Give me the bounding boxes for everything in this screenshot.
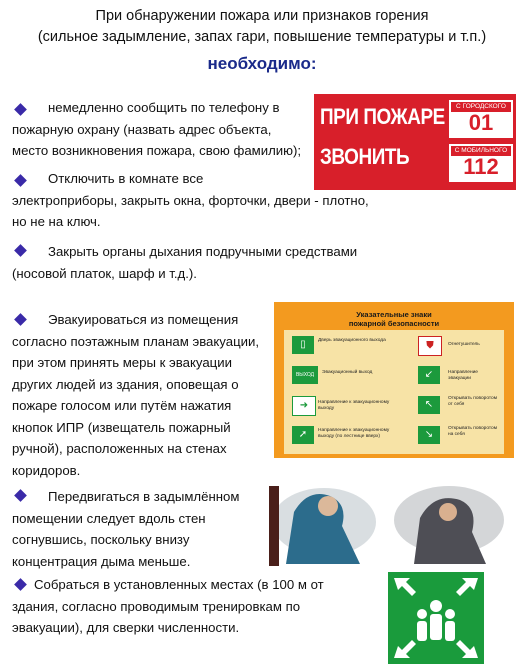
header-line-1: При обнаружении пожара или признаков горения	[95, 8, 429, 24]
list-item: немедленно сообщить по телефону в пожарную охрану (назвать адрес объекта, место возникновения пожара, свою фамилию);	[12, 100, 302, 158]
list-item: Передвигаться в задымлённом помещении следует вдоль стен согнувшись, поскольку внизу концентрация дыма меньше.	[12, 489, 240, 569]
list-item: Отключить в комнате все электроприборы, закрыть окна, форточки, двери - плотно, но не на ключ.	[12, 171, 369, 229]
arrow-icon: ↖	[418, 396, 440, 414]
arrow-icon: ↘	[418, 426, 440, 444]
mobile-number-box: С МОБИЛЬНОГО 112	[449, 144, 513, 182]
exit-sign-icon: ВЫХОД	[292, 366, 318, 384]
call-sign-text-1: ПРИ ПОЖАРЕ	[320, 104, 445, 129]
mobile-number: 112	[463, 154, 499, 179]
running-man-icon: ➜	[292, 396, 316, 416]
arrow-icon: ↙	[418, 366, 440, 384]
header-line-3: необходимо:	[207, 54, 317, 73]
list-item: Собраться в установленных местах (в 100 м от здания, согласно проводимым тренировкам по эвакуации), для сверки численности.	[12, 577, 324, 635]
crouching-figures-icon	[264, 482, 516, 570]
stairs-up-icon: ➚	[292, 426, 314, 444]
assembly-point-icon	[388, 572, 484, 664]
assembly-point-sign	[388, 572, 484, 664]
list-item: Закрыть органы дыхания подручными средствами (носовой платок, шарф и т.д.).	[12, 244, 358, 281]
header-line-2: (сильное задымление, запах гари, повышение температуры и т.п.)	[37, 29, 487, 45]
fire-extinguisher-icon: ⛊	[418, 336, 442, 356]
list-item: Эвакуироваться из помещения согласно поэтажным планам эвакуации, при этом принять меры к эвакуации других людей из здания, оповещая о пожаре голосом или путём нажатия кнопок ИПР (извещатель пожарный ручной), расположенных на стенах коридоров.	[12, 312, 260, 478]
city-number: 01	[468, 110, 494, 135]
city-number-box: С ГОРОДСКОГО 01	[449, 100, 513, 138]
signs-panel: ▯ Дверь эвакуационного выхода ВЫХОД Эвакуационный выход ➜ Направление к эвакуационному выходу ➚ Направление к эвакуационному выходу (по лестнице вверх) ⛊ Огнетушитель ↙ Направление эвакуации ↖ Открывать поворотом от себя ↘ Открывать поворотом на себя	[284, 330, 504, 454]
board-title-2: пожарной безопасности	[348, 319, 440, 328]
fire-safety-signs-board	[274, 302, 514, 458]
evacuation-door-icon: ▯	[292, 336, 314, 354]
fire-call-sign	[314, 94, 516, 190]
call-sign-text-2: ЗВОНИТЬ	[320, 144, 410, 169]
board-title-1: Указательные знаки	[356, 310, 432, 319]
smoke-crouching-illustration	[264, 482, 516, 570]
